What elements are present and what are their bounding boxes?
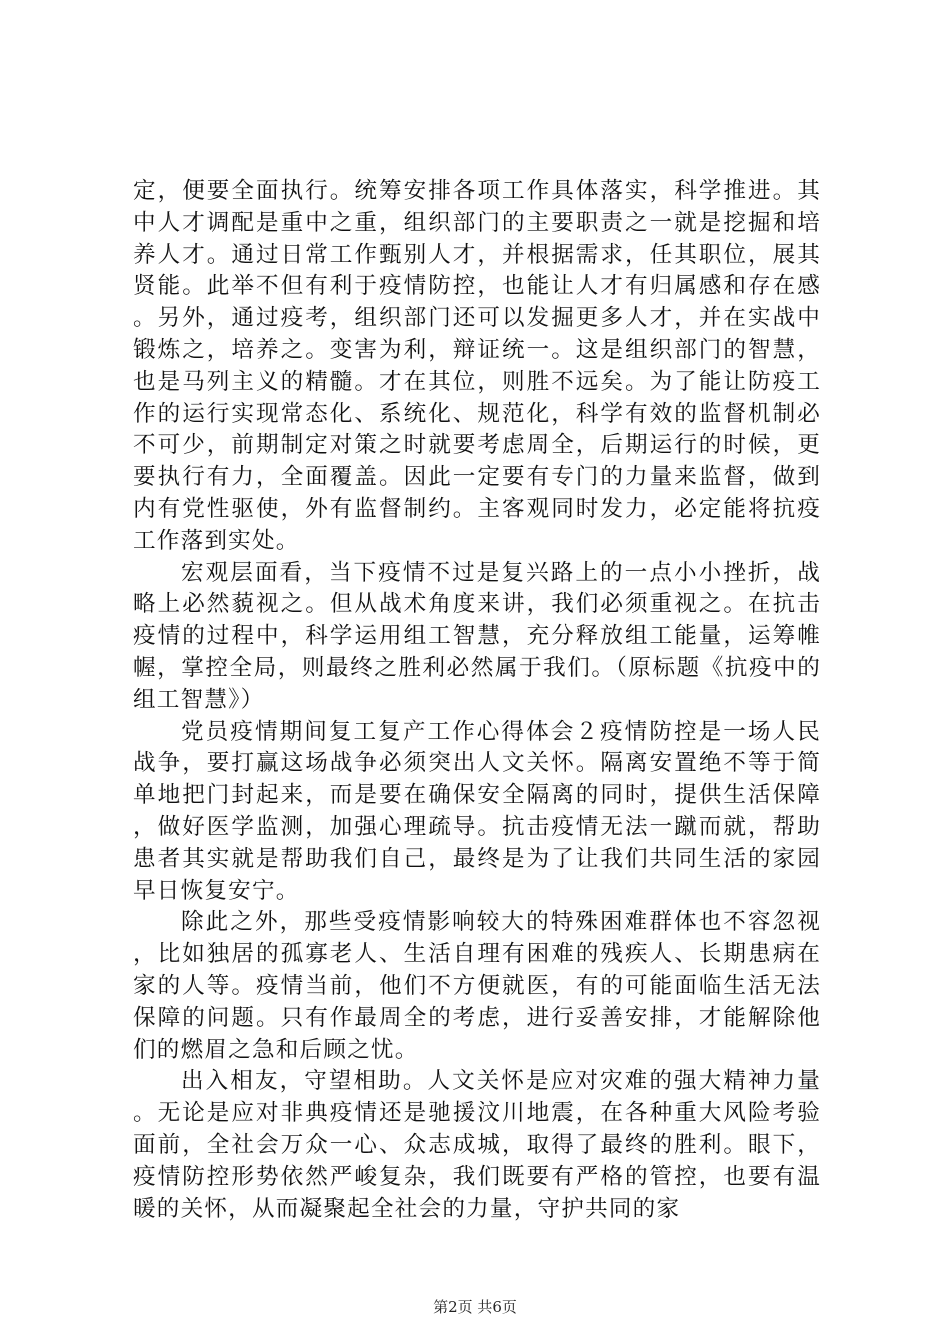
paragraph-4: 除此之外，那些受疫情影响较大的特殊困难群体也不容忽视，比如独居的孤寡老人、生活自理有困难的残疾人、长期患病在家的人等。疫情当前，他们不方便就医，有的可能面临生活无法保障的问题。只有作最周全的考虑，进行妥善安排，才能解除他们的燃眉之急和后顾之忧。 [133, 909, 821, 1063]
paragraph-2: 宏观层面看，当下疫情不过是复兴路上的一点小小挫折，战略上必然藐视之。但从战术角度来讲，我们必须重视之。在抗击疫情的过程中，科学运用组工智慧，充分释放组工能量，运筹帷幄，掌控全局，则最终之胜利必然属于我们。（原标题《抗疫中的组工智慧》） [133, 559, 821, 713]
document-body [133, 176, 821, 1225]
paragraph-1: 定，便要全面执行。统筹安排各项工作具体落实，科学推进。其中人才调配是重中之重，组织部门的主要职责之一就是挖掘和培养人才。通过日常工作甄别人才，并根据需求，任其职位，展其贤能。此举不但有利于疫情防控，也能让人才有归属感和存在感。另外，通过疫考，组织部门还可以发掘更多人才，并在实战中锻炼之，培养之。变害为利，辩证统一。这是组织部门的智慧，也是马列主义的精髓。才在其位，则胜不远矣。为了能让防疫工作的运行实现常态化、系统化、规范化，科学有效的监督机制必不可少，前期制定对策之时就要考虑周全，后期运行的时候，更要执行有力，全面覆盖。因此一定要有专门的力量来监督，做到内有党性驱使，外有监督制约。主客观同时发力，必定能将抗疫工作落到实处。 [133, 178, 821, 554]
page-footer: 第2页 共6页 [433, 1298, 517, 1316]
paragraph-5: 出入相友，守望相助。人文关怀是应对灾难的强大精神力量。无论是应对非典疫情还是驰援汶川地震，在各种重大风险考验面前，全社会万众一心、众志成城，取得了最终的胜利。眼下，疫情防控形势依然严峻复杂，我们既要有严格的管控，也要有温暖的关怀，从而凝聚起全社会的力量，守护共同的家 [133, 1068, 821, 1222]
paragraph-3: 党员疫情期间复工复产工作心得体会２疫情防控是一场人民战争，要打赢这场战争必须突出人文关怀。隔离安置绝不等于简单地把门封起来，而是要在确保安全隔离的同时，提供生活保障，做好医学监测，加强心理疏导。抗击疫情无法一蹴而就，帮助患者其实就是帮助我们自己，最终是为了让我们共同生活的家园早日恢复安宁。 [133, 718, 821, 904]
